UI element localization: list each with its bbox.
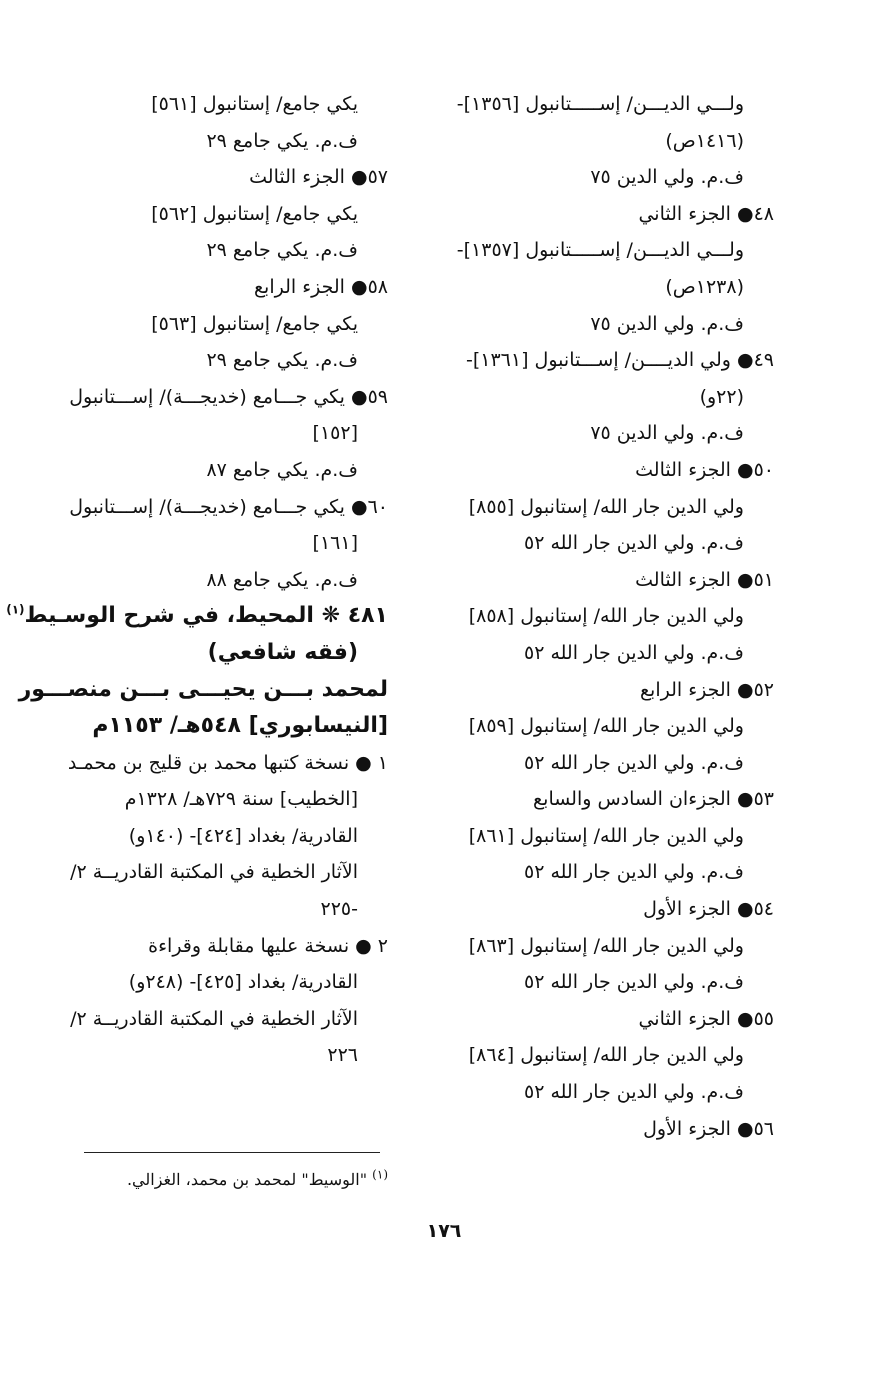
catalog-line bbox=[48, 928, 388, 965]
catalog-line bbox=[48, 891, 388, 928]
catalog-line-text: ولي الدين جار الله/ إستانبول [٨٦١] bbox=[468, 824, 744, 847]
catalog-line-text: (١٤١٦ص) bbox=[665, 129, 744, 152]
catalog-line bbox=[48, 1001, 388, 1038]
catalog-line bbox=[48, 415, 388, 452]
catalog-line-text: ٥٤● الجزء الأول bbox=[643, 898, 774, 921]
catalog-line-text: الآثار الخطية في المكتبة القادريــة ٢/ bbox=[70, 861, 358, 884]
catalog-line bbox=[434, 196, 774, 233]
catalog-line bbox=[434, 708, 774, 745]
catalog-line-text: لمحمد بـــن يحيـــى بـــن منصـــور bbox=[18, 676, 388, 702]
catalog-line bbox=[434, 818, 774, 855]
catalog-line bbox=[6, 598, 388, 635]
footnote bbox=[8, 1167, 388, 1189]
catalog-line-text: يكي جامع/ إستانبول [٥٦٣] bbox=[151, 312, 358, 335]
catalog-line-text: ٦٠● يكي جـــامع (خديجـــة)/ إســـتانبول bbox=[69, 495, 388, 518]
catalog-line bbox=[48, 635, 388, 672]
catalog-line bbox=[48, 525, 388, 562]
catalog-line bbox=[434, 232, 774, 269]
catalog-line-text: ١ ● نسخة كتبها محمد بن قليج بن محمـد bbox=[67, 751, 388, 774]
catalog-line bbox=[48, 1037, 388, 1074]
catalog-line bbox=[434, 891, 774, 928]
catalog-line bbox=[434, 306, 774, 343]
catalog-line bbox=[48, 123, 388, 160]
catalog-line-text: ف.م. ولي الدين ٧٥ bbox=[590, 166, 744, 189]
catalog-line bbox=[48, 306, 388, 343]
catalog-line bbox=[434, 672, 774, 709]
catalog-line bbox=[48, 86, 388, 123]
catalog-line bbox=[434, 854, 774, 891]
catalog-line-text: ولي الدين جار الله/ إستانبول [٨٥٨] bbox=[468, 605, 744, 628]
catalog-line bbox=[434, 928, 774, 965]
catalog-line-text: القادرية/ بغداد [٤٢٥]- (٢٤٨و) bbox=[128, 971, 358, 994]
catalog-line-text: ولي الدين جار الله/ إستانبول [٨٦٤] bbox=[468, 1044, 744, 1067]
catalog-line-text: (فقه شافعي) bbox=[207, 639, 358, 665]
catalog-line bbox=[48, 562, 388, 599]
catalog-line bbox=[48, 379, 388, 416]
catalog-line bbox=[48, 196, 388, 233]
catalog-line bbox=[434, 342, 774, 379]
catalog-line bbox=[48, 818, 388, 855]
catalog-line-text: ولي الدين جار الله/ إستانبول [٨٥٥] bbox=[468, 495, 744, 518]
catalog-line bbox=[434, 86, 774, 123]
catalog-line bbox=[434, 635, 774, 672]
page-number: ١٧٦ bbox=[426, 1220, 462, 1242]
left-column bbox=[6, 86, 388, 1074]
catalog-line bbox=[48, 159, 388, 196]
catalog-line-text: ٥٩● يكي جـــامع (خديجـــة)/ إســـتانبول bbox=[69, 385, 388, 408]
catalog-line-text: ف.م. يكي جامع ٢٩ bbox=[206, 129, 358, 152]
catalog-line bbox=[48, 708, 388, 745]
catalog-line bbox=[48, 745, 388, 782]
catalog-line bbox=[434, 964, 774, 1001]
catalog-line-text: ف.م. يكي جامع ٢٩ bbox=[206, 349, 358, 372]
catalog-line-text: ٥٢● الجزء الرابع bbox=[639, 678, 774, 701]
catalog-line bbox=[434, 525, 774, 562]
catalog-line-text: ٤٨١ ❋ المحيط، في شرح الوسـيط bbox=[24, 603, 388, 629]
catalog-line-text: ف.م. ولي الدين جار الله ٥٢ bbox=[523, 861, 744, 884]
catalog-line-text: ف.م. يكي جامع ٢٩ bbox=[206, 239, 358, 262]
catalog-line-text: [١٥٢] bbox=[312, 422, 358, 445]
catalog-line-text: الآثار الخطية في المكتبة القادريــة ٢/ bbox=[70, 1007, 358, 1030]
footnote-marker: (١) bbox=[372, 1167, 388, 1182]
footnote-text: "الوسيط" لمحمد بن محمد، الغزالي. bbox=[126, 1170, 368, 1189]
catalog-line bbox=[434, 598, 774, 635]
catalog-line-text: [١٦١] bbox=[312, 532, 358, 555]
catalog-line-text: ف.م. ولي الدين جار الله ٥٢ bbox=[523, 971, 744, 994]
catalog-line-text: ٢ ● نسخة عليها مقابلة وقراءة bbox=[148, 934, 388, 957]
catalog-line-text: القادرية/ بغداد [٤٢٤]- (١٤٠و) bbox=[128, 824, 358, 847]
catalog-line-text: [النيسابوري] ٥٤٨هـ/ ١١٥٣م bbox=[92, 713, 388, 739]
catalog-line-text: ٥٣● الجزءان السادس والسابع bbox=[533, 788, 774, 811]
catalog-line-text: ٥٠● الجزء الثالث bbox=[635, 458, 774, 481]
catalog-line bbox=[434, 159, 774, 196]
catalog-line-text: ولـــي الديـــن/ إســـــتانبول [١٣٥٧]- bbox=[456, 239, 744, 262]
right-column bbox=[434, 86, 774, 1147]
catalog-line bbox=[434, 745, 774, 782]
catalog-line bbox=[434, 1037, 774, 1074]
catalog-line bbox=[48, 269, 388, 306]
catalog-line bbox=[48, 854, 388, 891]
catalog-line bbox=[18, 672, 388, 709]
catalog-line bbox=[434, 562, 774, 599]
catalog-line-text: ٤٩● ولي الديــــن/ إســـتانبول [١٣٦١]- bbox=[465, 349, 774, 372]
catalog-line-text: ولي الدين جار الله/ إستانبول [٨٥٩] bbox=[468, 715, 744, 738]
catalog-line-text: يكي جامع/ إستانبول [٥٦٢] bbox=[151, 202, 358, 225]
catalog-line-text: ولي الدين جار الله/ إستانبول [٨٦٣] bbox=[468, 934, 744, 957]
catalog-line-text: ف.م. ولي الدين ٧٥ bbox=[590, 312, 744, 335]
catalog-line bbox=[434, 123, 774, 160]
catalog-line-text: ف.م. ولي الدين جار الله ٥٢ bbox=[523, 532, 744, 555]
catalog-line-text: ٢٢٦ bbox=[327, 1044, 358, 1067]
catalog-line-text: ٥٦● الجزء الأول bbox=[643, 1117, 774, 1140]
catalog-line-text: ف.م. ولي الدين جار الله ٥٢ bbox=[523, 751, 744, 774]
catalog-line-text: (٢٢و) bbox=[699, 385, 744, 408]
catalog-line bbox=[434, 379, 774, 416]
catalog-line-text: [الخطيب] سنة ٧٢٩هـ/ ١٣٢٨م bbox=[124, 788, 358, 811]
catalog-line bbox=[434, 452, 774, 489]
catalog-line-text: ف.م. ولي الدين ٧٥ bbox=[590, 422, 744, 445]
catalog-line bbox=[48, 489, 388, 526]
catalog-line bbox=[48, 964, 388, 1001]
footnote-rule bbox=[84, 1152, 380, 1153]
catalog-line-text: ٥١● الجزء الثالث bbox=[635, 568, 774, 591]
catalog-line bbox=[434, 269, 774, 306]
catalog-line-text: ف.م. يكي جامع ٨٧ bbox=[206, 458, 358, 481]
catalog-line bbox=[434, 1074, 774, 1111]
catalog-line bbox=[434, 781, 774, 818]
catalog-line-text: ف.م. ولي الدين جار الله ٥٢ bbox=[523, 1081, 744, 1104]
catalog-line bbox=[434, 415, 774, 452]
catalog-line-text: ف.م. يكي جامع ٨٨ bbox=[206, 568, 358, 591]
catalog-line bbox=[48, 342, 388, 379]
catalog-line bbox=[48, 232, 388, 269]
catalog-line bbox=[48, 452, 388, 489]
catalog-line-text: ٥٨● الجزء الرابع bbox=[253, 275, 388, 298]
catalog-line-text: ولـــي الديـــن/ إســـــتانبول [١٣٥٦]- bbox=[456, 93, 744, 115]
catalog-line bbox=[48, 781, 388, 818]
catalog-line-text: ٤٨● الجزء الثاني bbox=[638, 202, 774, 225]
catalog-line-text: -٢٢٥ bbox=[320, 898, 358, 921]
catalog-line-text: ٥٥● الجزء الثاني bbox=[638, 1007, 774, 1030]
catalog-line bbox=[434, 1111, 774, 1148]
footnote-reference: (١) bbox=[6, 602, 25, 617]
catalog-line bbox=[434, 489, 774, 526]
catalog-line-text: ٥٧● الجزء الثالث bbox=[249, 166, 388, 189]
catalog-line bbox=[434, 1001, 774, 1038]
catalog-line-text: يكي جامع/ إستانبول [٥٦١] bbox=[151, 93, 358, 115]
catalog-line-text: ف.م. ولي الدين جار الله ٥٢ bbox=[523, 641, 744, 664]
catalog-line-text: (١٢٣٨ص) bbox=[665, 275, 744, 298]
